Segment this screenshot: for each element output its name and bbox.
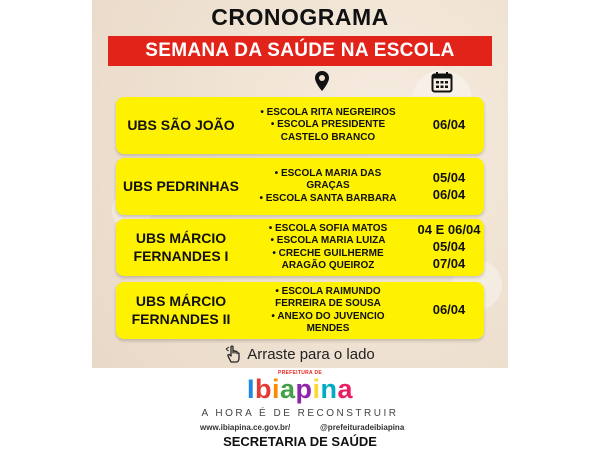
ibiapina-logo: [92, 374, 508, 405]
ubs-name: [122, 158, 240, 215]
school-line: • ESCOLA MARIA LUIZA: [270, 235, 386, 247]
right-margin: [508, 0, 600, 450]
date-list: [414, 219, 484, 276]
date-list: [414, 158, 484, 215]
date-line: 06/04: [432, 186, 466, 202]
school-line: • CRECHE GUILHERME: [272, 247, 384, 259]
school-list: [244, 97, 412, 154]
calendar-icon: [431, 71, 453, 93]
school-line: • ESCOLA PRESIDENTE: [270, 119, 386, 131]
date-line: 04 E 06/04: [417, 222, 481, 238]
school-line: • ESCOLA MARIA DAS: [274, 168, 382, 180]
school-list: [244, 219, 412, 276]
school-line: • ANEXO DO JUVENCIO: [271, 310, 385, 322]
schedule-row: [116, 97, 484, 154]
date-line: 05/04: [432, 239, 466, 255]
logo-prefeitura-label: PREFEITURA DE: [278, 370, 322, 376]
ubs-name-line: UBS SÃO JOÃO: [127, 116, 235, 133]
school-line: • ESCOLA RITA NEGREIROS: [260, 107, 396, 119]
logo-letter: i: [312, 374, 321, 404]
date-list: [414, 97, 484, 154]
ubs-name-line: FERNANDES II: [131, 310, 231, 327]
left-margin: [0, 0, 92, 450]
swipe-hint: [92, 342, 508, 366]
slogan: A HORA É DE RECONSTRUIR: [201, 408, 399, 419]
school-line: CASTELO BRANCO: [280, 131, 376, 143]
schedule-row: [116, 158, 484, 215]
poster: [92, 0, 508, 450]
logo-letter: I: [246, 374, 255, 404]
ubs-name: [122, 97, 240, 154]
school-list: [244, 282, 412, 339]
swipe-text: Arraste para o lado: [247, 345, 375, 363]
subtitle-banner: SEMANA DA SAÚDE NA ESCOLA: [108, 36, 492, 66]
school-line: MENDES: [306, 322, 350, 334]
date-line: 05/04: [432, 169, 466, 185]
date-list: [414, 282, 484, 339]
logo-letter: p: [295, 374, 313, 404]
ubs-name-line: UBS MÁRCIO: [135, 293, 227, 309]
school-line: • ESCOLA SANTA BARBARA: [259, 192, 397, 204]
school-line: • ESCOLA SOFIA MATOS: [268, 223, 388, 235]
ubs-name-line: UBS PEDRINHAS: [123, 177, 239, 194]
schedule-row: [116, 282, 484, 339]
logo-letter: n: [320, 374, 338, 404]
swipe-hand-icon: [225, 344, 243, 364]
ubs-name-line: UBS MÁRCIO: [135, 230, 227, 246]
logo-letter: a: [337, 374, 354, 404]
location-pin-icon: [314, 70, 330, 92]
ubs-name: [122, 219, 240, 276]
poster-title: CRONOGRAMA: [211, 4, 389, 30]
schedule-row: [116, 219, 484, 276]
school-line: GRAÇAS: [306, 180, 350, 192]
ubs-name-line: FERNANDES I: [133, 247, 229, 264]
ubs-name: [122, 282, 240, 339]
logo-letter: i: [271, 374, 280, 404]
date-line: 06/04: [432, 117, 466, 133]
instagram-handle[interactable]: @prefeituradeibiapina: [320, 423, 405, 432]
website-link[interactable]: www.ibiapina.ce.gov.br/: [200, 423, 291, 432]
date-line: 06/04: [432, 302, 466, 318]
school-line: • ESCOLA RAIMUNDO: [275, 286, 381, 298]
school-line: FERREIRA DE SOUSA: [275, 298, 381, 310]
logo-letter: b: [254, 374, 272, 404]
footer: [92, 368, 508, 450]
school-list: [244, 158, 412, 215]
logo-letter: a: [279, 374, 296, 404]
school-line: ARAGÃO QUEIROZ: [281, 259, 375, 271]
date-line: 07/04: [432, 255, 466, 271]
secretaria-label: SECRETARIA DE SAÚDE: [223, 434, 377, 449]
